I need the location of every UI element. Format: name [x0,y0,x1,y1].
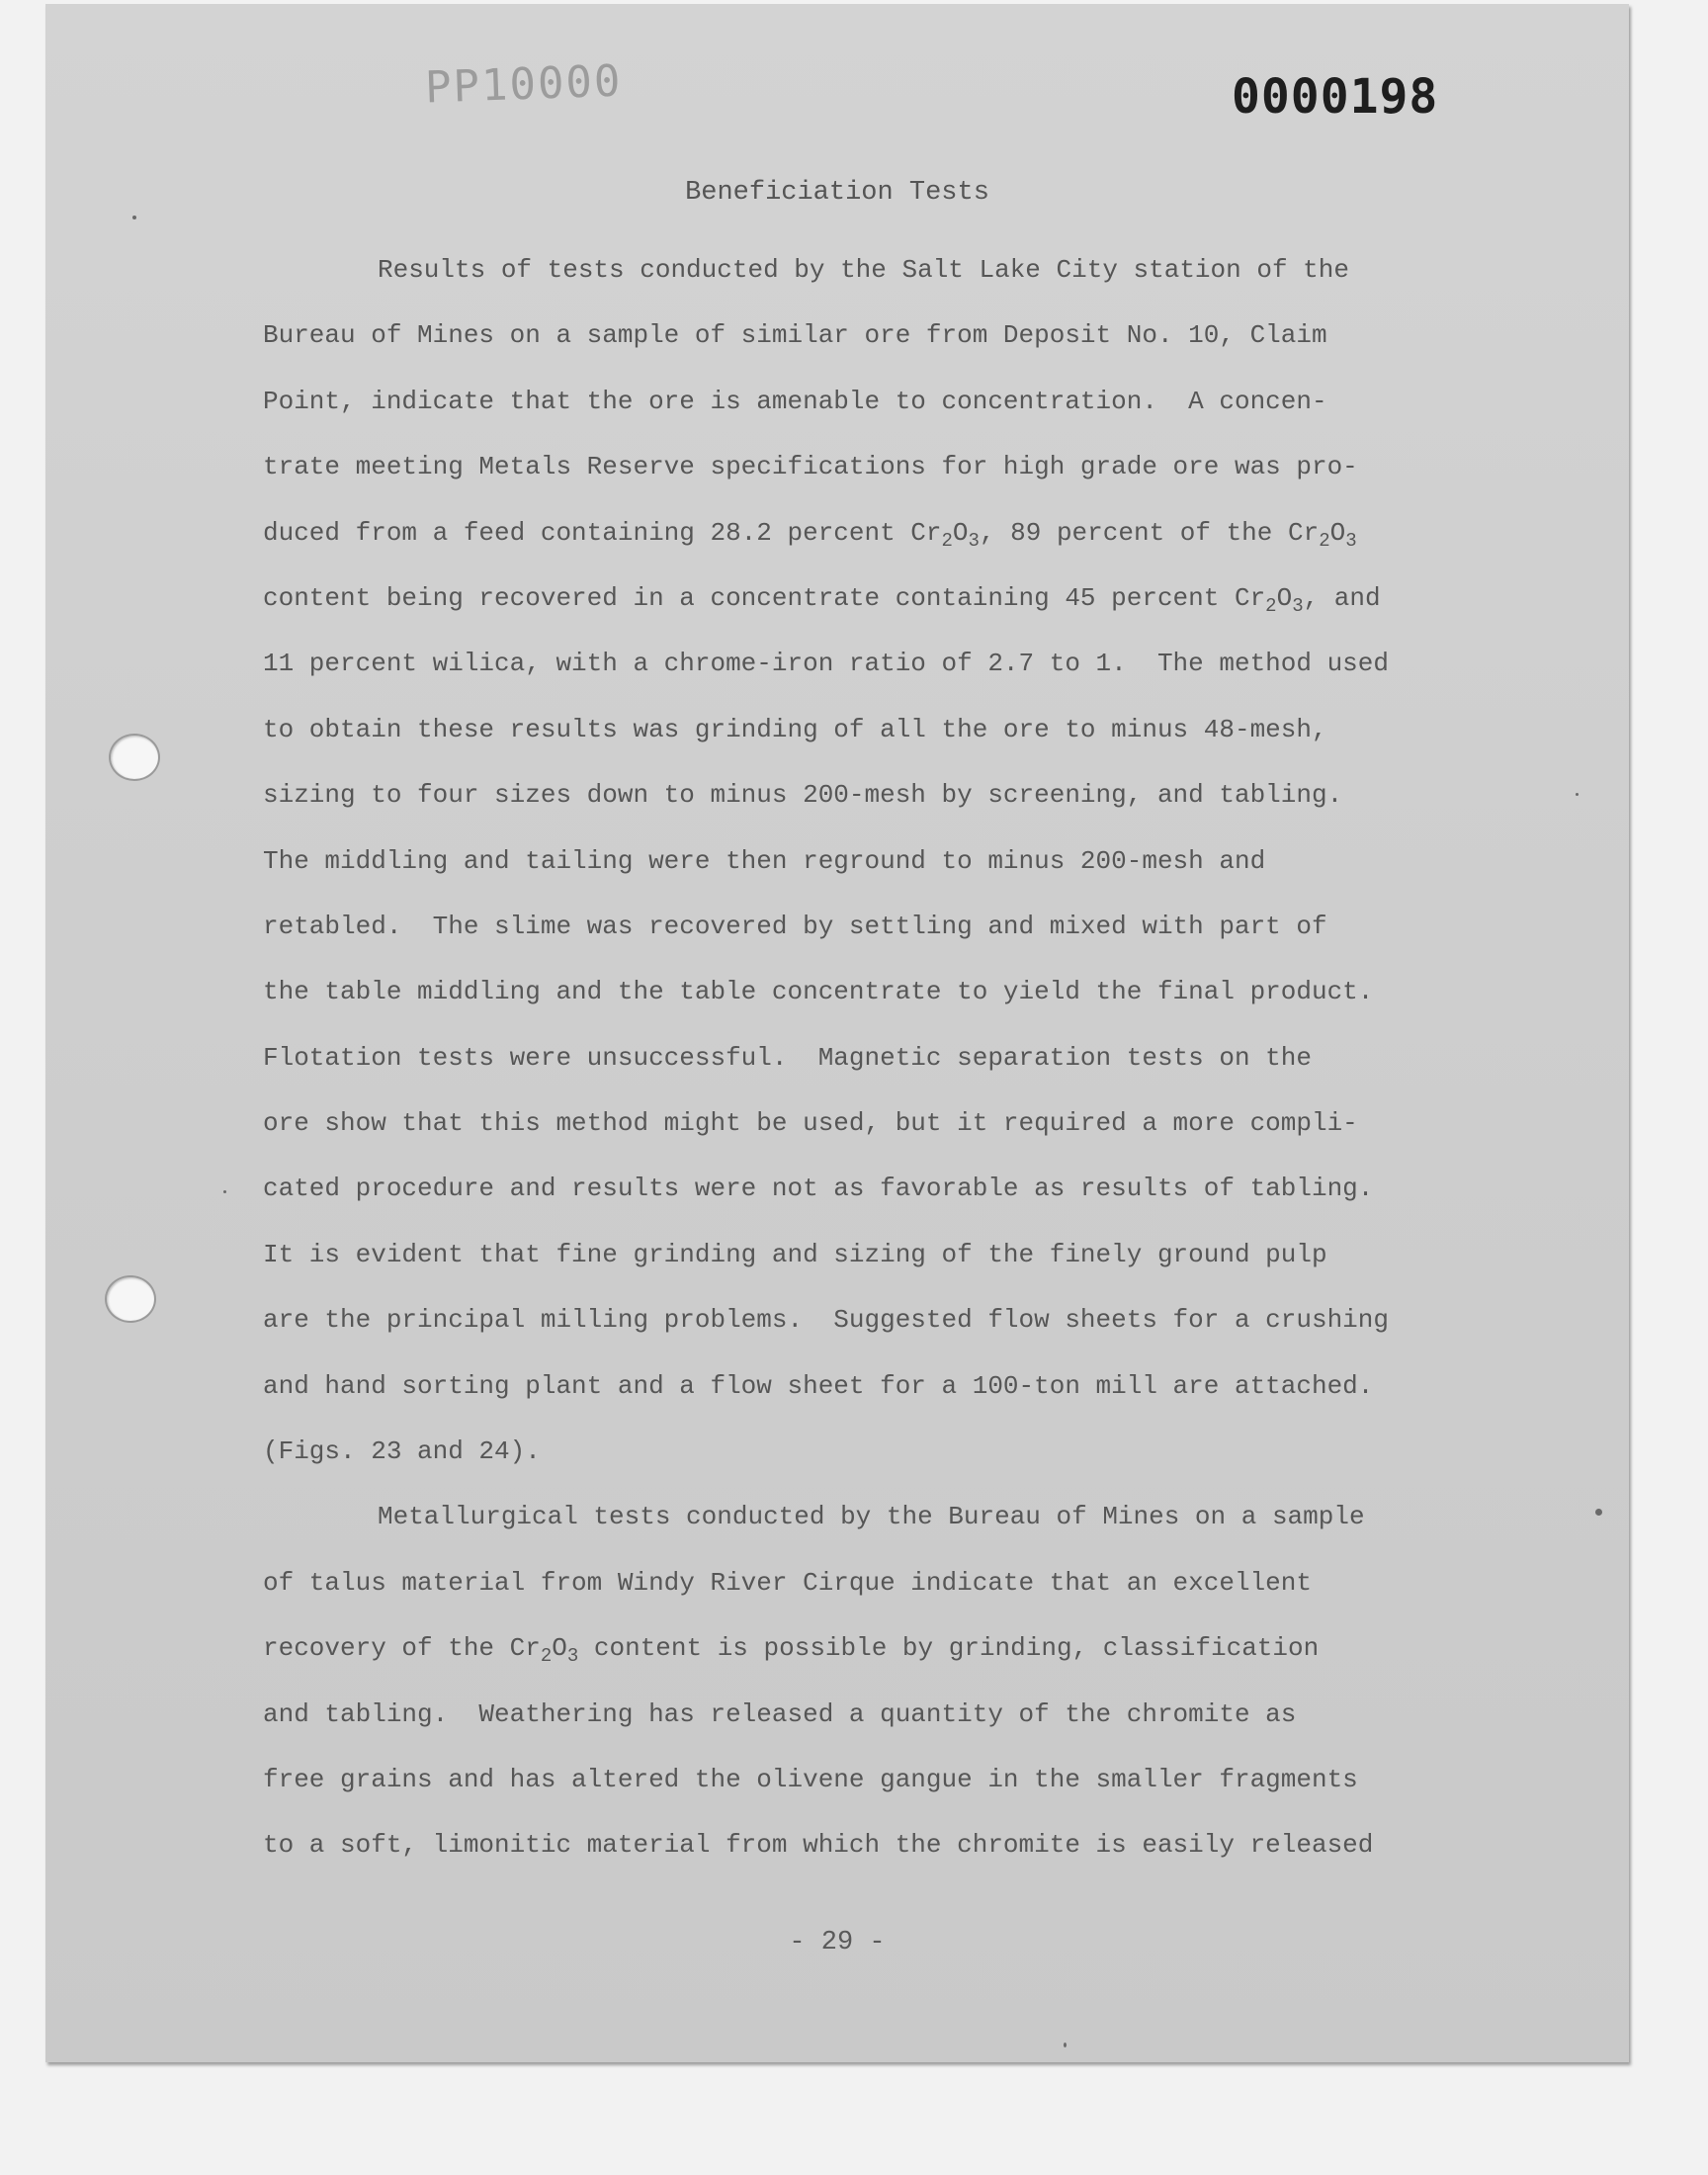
text-line: The middling and tailing were then reground to minus 200-mesh and [263,845,1266,876]
text-line: free grains and has altered the olivene gangue in the smaller fragments [263,1764,1358,1794]
text-line: to a soft, limonitic material from which the chromite is easily released [263,1830,1374,1861]
text-line: and tabling. Weathering has released a quantity of the chromite as [263,1698,1297,1729]
paper-speck [223,1190,226,1193]
text-line: Results of tests conducted by the Salt Lake City station of the [378,255,1349,285]
punch-hole-upper [109,734,160,781]
text-line: the table middling and the table concentrate to yield the final product. [263,977,1374,1007]
text-line: of talus material from Windy River Cirque indicate that an excellent [263,1567,1312,1598]
text-line: It is evident that fine grinding and sizing of the finely ground pulp [263,1239,1327,1269]
body-text [263,237,1548,1878]
text-line: cated procedure and results were not as favorable as results of tabling. [263,1174,1374,1204]
faded-stamp-code: PP10000 [424,55,624,114]
text-line: (Figs. 23 and 24). [263,1436,541,1467]
text-line: ore show that this method might be used, but it required a more compli- [263,1108,1358,1139]
text-line: trate meeting Metals Reserve specifications for high grade ore was pro- [263,452,1358,482]
punch-hole-lower [105,1275,156,1323]
text-line: and hand sorting plant and a flow sheet for a 100-ton mill are attached. [263,1370,1374,1401]
text-line: content being recovered in a concentrate containing 45 percent $Cr_2O_3$, and [263,582,1381,617]
text-line: sizing to four sizes down to minus 200-mesh by screening, and tabling. [263,780,1343,811]
page-number: - 29 - [789,1928,886,1958]
paper-speck [1595,1509,1602,1516]
section-title: Beneficiation Tests [685,178,989,208]
text-line: are the principal milling problems. Suggested flow sheets for a crushing [263,1305,1389,1336]
paper-speck [1576,793,1579,796]
paper-speck [132,216,136,219]
text-line: duced from a feed containing 28.2 percent $Cr_2O_3$, 89 percent of the $Cr_2O_3$ [263,517,1357,552]
text-line: retabled. The slime was recovered by settling and mixed with part of [263,911,1327,941]
page-id-stamp: 0000198 [1232,69,1439,125]
text-line: recovery of the $Cr_2O_3$ content is possible by grinding, classification [263,1633,1320,1668]
paper-speck [1064,2043,1067,2047]
text-line: Bureau of Mines on a sample of similar ore from Deposit No. 10, Claim [263,320,1327,351]
text-line: to obtain these results was grinding of all the ore to minus 48-mesh, [263,714,1327,744]
document-page [45,4,1629,2062]
text-line: Point, indicate that the ore is amenable to concentration. A concen- [263,386,1327,416]
text-line: Metallurgical tests conducted by the Bureau of Mines on a sample [378,1502,1365,1532]
text-line: Flotation tests were unsuccessful. Magnetic separation tests on the [263,1042,1312,1073]
text-line: 11 percent wilica, with a chrome-iron ratio of 2.7 to 1. The method used [263,649,1389,679]
